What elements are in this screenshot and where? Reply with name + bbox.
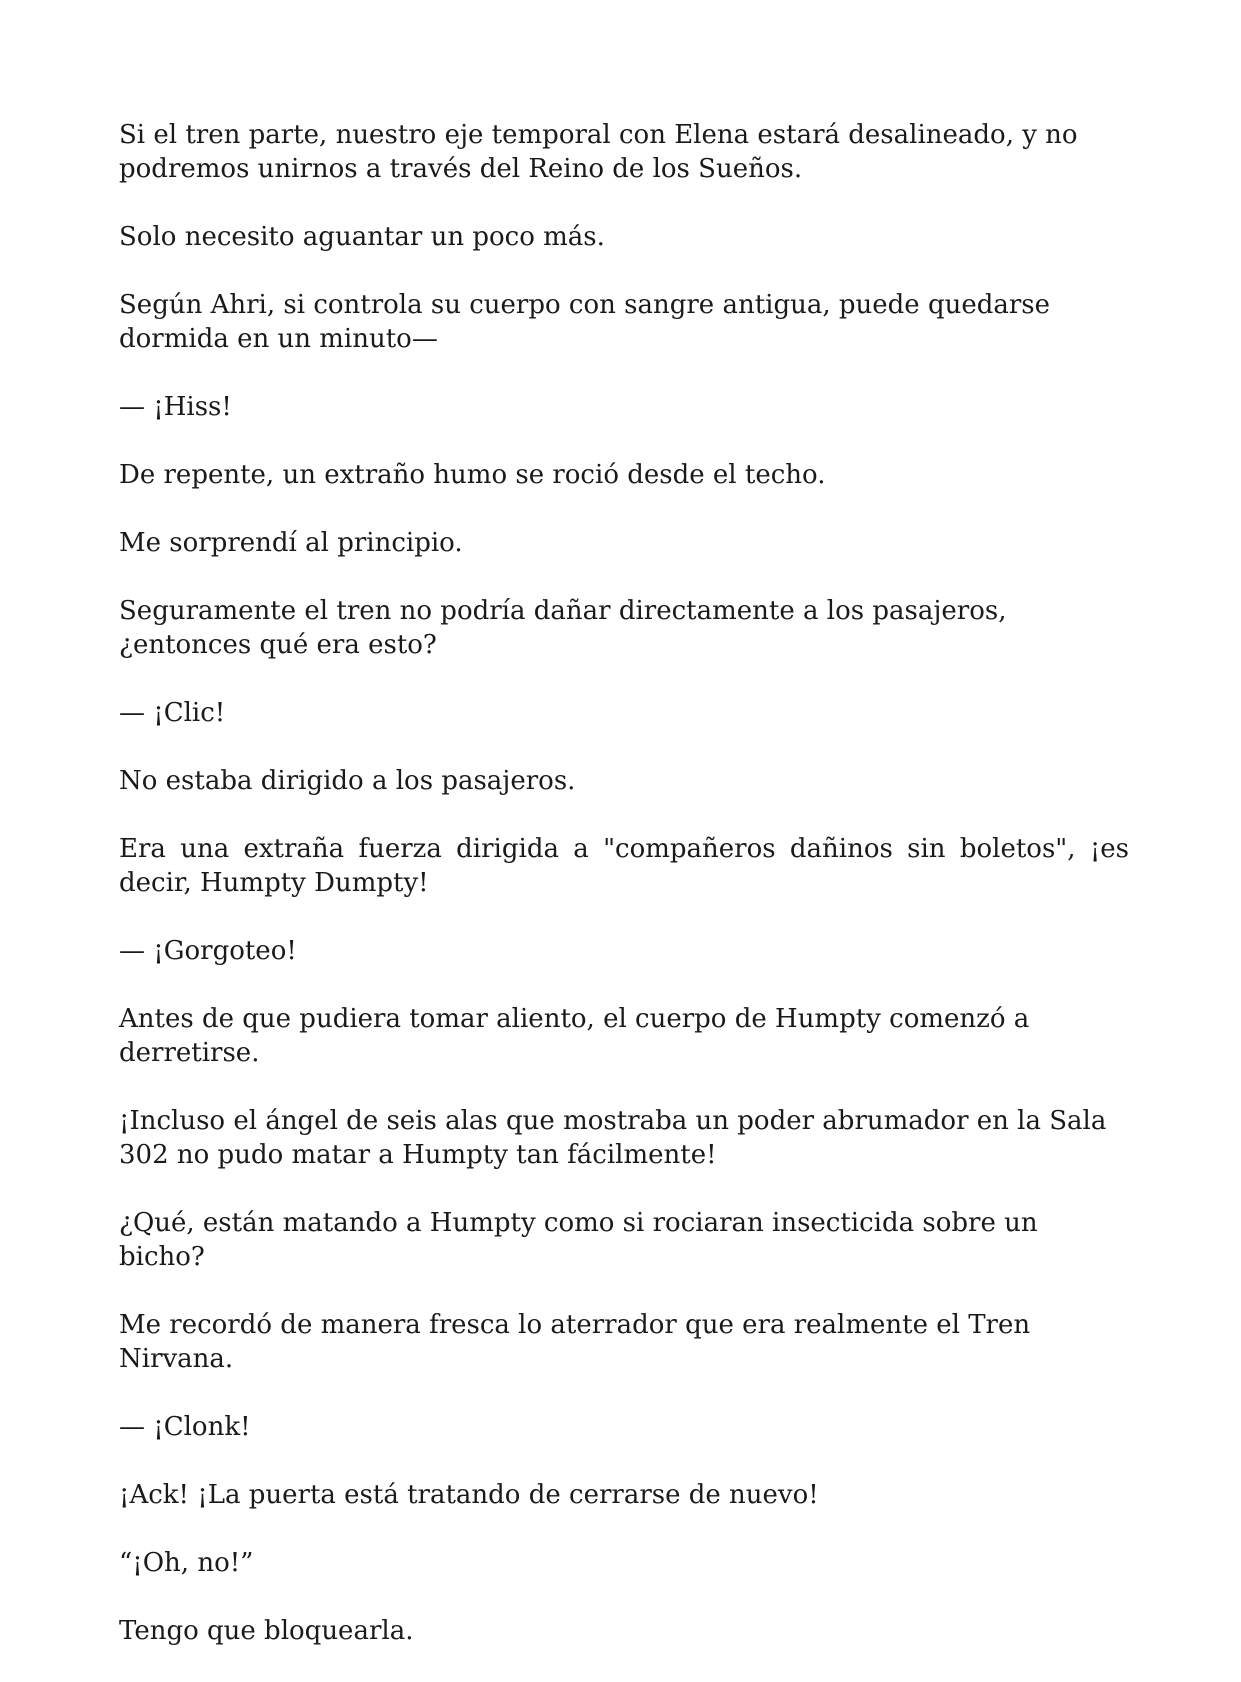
dialogue-oh-no: “¡Oh, no!”: [119, 1548, 254, 1578]
paragraph-1: Si el tren parte, nuestro eje temporal con Elena estará desalineado, y no podremos unirnos a través del Reino de los Sueños.: [119, 120, 1078, 184]
body-text: [119, 118, 1129, 1682]
sound-effect-hiss: — ¡Hiss!: [119, 392, 232, 422]
paragraph-15: Me recordó de manera fresca lo aterrador que era realmente el Tren Nirvana.: [119, 1310, 1031, 1374]
paragraph-17: ¡Ack! ¡La puerta está tratando de cerrarse de nuevo!: [119, 1480, 819, 1510]
paragraph-9: No estaba dirigido a los pasajeros.: [119, 766, 576, 796]
paragraph-14: ¿Qué, están matando a Humpty como si rociaran insecticida sobre un bicho?: [119, 1208, 1038, 1272]
paragraph-5: De repente, un extraño humo se roció desde el techo.: [119, 460, 826, 490]
sound-effect-gorgoteo: — ¡Gorgoteo!: [119, 936, 297, 966]
paragraph-12: Antes de que pudiera tomar aliento, el cuerpo de Humpty comenzó a derretirse.: [119, 1004, 1030, 1068]
paragraph-7: Seguramente el tren no podría dañar directamente a los pasajeros, ¿entonces qué era esto?: [119, 596, 1007, 660]
paragraph-19: Tengo que bloquearla.: [119, 1616, 414, 1646]
paragraph-10: Era una extraña fuerza dirigida a "compañeros dañinos sin boletos", ¡es decir, Humpty Dumpty!: [119, 834, 1129, 898]
paragraph-6: Me sorprendí al principio.: [119, 528, 463, 558]
paragraph-3: Según Ahri, si controla su cuerpo con sangre antigua, puede quedarse dormida en un minuto—: [119, 290, 1051, 354]
paragraph-2: Solo necesito aguantar un poco más.: [119, 222, 605, 252]
sound-effect-clic: — ¡Clic!: [119, 698, 226, 728]
sound-effect-clonk: — ¡Clonk!: [119, 1412, 251, 1442]
paragraph-13: ¡Incluso el ángel de seis alas que mostraba un poder abrumador en la Sala 302 no pudo matar a Humpty tan fácilmente!: [119, 1106, 1107, 1170]
